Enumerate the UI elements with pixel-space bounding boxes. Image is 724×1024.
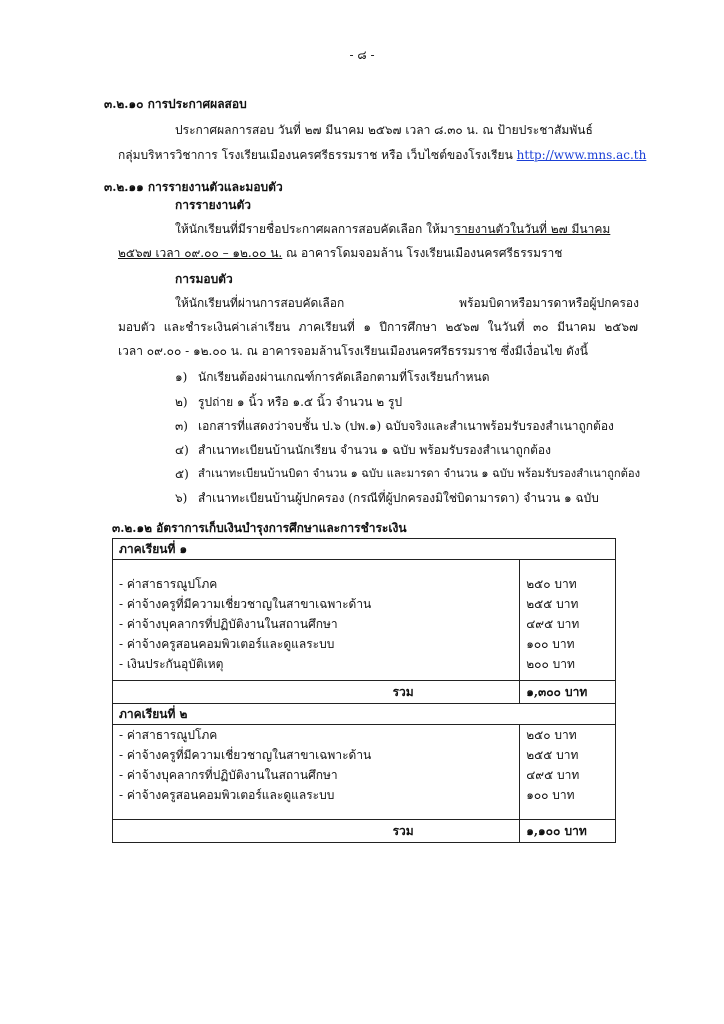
condition-text: สำเนาทะเบียนบ้านนักเรียน จำนวน ๑ ฉบับ พร้อมรับรองสำเนาถูกต้อง [198,443,551,457]
enroll-line-2: มอบตัว และชำระเงินค่าเล่าเรียน ภาคเรียนที่ ๑ ปีการศึกษา ๒๕๖๗ ในวันที่ ๓๐ มีนาคม ๒๕๖๗ [118,320,638,334]
table-row [113,785,616,805]
condition-num: ๒) [175,395,188,409]
report-date-underlined: รายงานตัวในวันที่ ๒๗ มีนาคม [454,222,611,236]
term-1-title: ภาคเรียนที่ ๑ [113,539,616,560]
term-1-header-row [113,539,616,560]
condition-num: ๑) [175,370,188,384]
fee-item-name: - ค่าจ้างครูสอนคอมพิวเตอร์และดูแลระบบ [113,785,520,805]
table-row [113,725,616,746]
section-heading-report-enroll: ๓.๒.๑๑ การรายงานตัวและมอบตัว [104,180,283,194]
table-row [113,614,616,634]
condition-num: ๖) [175,491,188,505]
total-label: รวม [113,820,520,843]
fee-item-name: - ค่าสาธารณูปโภค [113,725,520,746]
table-row [113,574,616,594]
total-amount: ๑,๓๐๐ บาท [520,681,616,704]
table-row [113,745,616,765]
page-number: - ๘ - [349,48,375,62]
enroll-subheading: การมอบตัว [175,272,233,286]
section-heading-announcement: ๓.๒.๑๐ การประกาศผลสอบ [104,97,247,111]
fee-item-amount: ๒๐๐ บาท [520,654,616,681]
table-row [113,634,616,654]
fee-item-amount: ๑๐๐ บาท [520,634,616,654]
section-heading-fees: ๓.๒.๑๒ อัตราการเก็บเงินบำรุงการศึกษาและการชำระเงิน [112,521,407,535]
fee-table [112,538,616,843]
report-line-2 [118,246,562,260]
fee-item-name: - ค่าจ้างครูที่มีความเชี่ยวชาญในสาขาเฉพาะด้าน [113,594,520,614]
school-website-link[interactable]: http://www.mns.ac.th [516,148,647,162]
fee-item-name: - เงินประกันอุบัติเหตุ [113,654,520,681]
condition-text: สำเนาทะเบียนบ้านผู้ปกครอง (กรณีที่ผู้ปกครองมิใช่บิดามารดา) จำนวน ๑ ฉบับ [198,491,599,505]
report-time-underlined: ๒๕๖๗ เวลา ๐๙.๐๐ – ๑๒.๐๐ น. [118,246,283,260]
term-1-total-row [113,681,616,704]
fee-item-amount: ๒๕๐ บาท [520,725,616,746]
report-line-1-text: ให้นักเรียนที่มีรายชื่อประกาศผลการสอบคัดเลือก ให้มา [175,222,455,236]
condition-text: รูปถ่าย ๑ นิ้ว หรือ ๑.๕ นิ้ว จำนวน ๒ รูป [198,395,403,409]
term-2-total-row [113,820,616,843]
table-row [113,654,616,681]
announcement-line-2-text: กลุ่มบริหารวิชาการ โรงเรียนเมืองนครศรีธรรมราช หรือ เว็บไซต์ของโรงเรียน [118,148,513,162]
fee-item-amount: ๒๕๕ บาท [520,745,616,765]
total-amount: ๑,๑๐๐ บาท [520,820,616,843]
condition-num: ๓) [175,419,188,433]
fee-item-amount: ๒๕๐ บาท [520,574,616,594]
condition-text: เอกสารที่แสดงว่าจบชั้น ป.๖ (ปพ.๑) ฉบับจริงและสำเนาพร้อมรับรองสำเนาถูกต้อง [198,419,614,433]
fee-item-name: - ค่าจ้างบุคลากรที่ปฏิบัติงานในสถานศึกษา [113,765,520,785]
condition-num: ๔) [175,443,189,457]
table-row [113,594,616,614]
term-2-header-row [113,704,616,725]
condition-text: นักเรียนต้องผ่านเกณฑ์การคัดเลือกตามที่โรงเรียนกำหนด [198,370,490,384]
fee-item-name: - ค่าสาธารณูปโภค [113,574,520,594]
announcement-line-1: ประกาศผลการสอบ วันที่ ๒๗ มีนาคม ๒๕๖๗ เวลา ๘.๓๐ น. ณ ป้ายประชาสัมพันธ์ [175,123,593,137]
report-subheading: การรายงานตัว [175,198,251,212]
table-row [113,765,616,785]
fee-item-name: - ค่าจ้างครูสอนคอมพิวเตอร์และดูแลระบบ [113,634,520,654]
enroll-line-3: เวลา ๐๙.๐๐ - ๑๒.๐๐ น. ณ อาคารจอมล้านโรงเรียนเมืองนครศรีธรรมราช ซึ่งมีเงื่อนไข ดังนี้ [118,344,588,358]
condition-num: ๕) [175,467,189,481]
fee-item-amount: ๑๐๐ บาท [520,785,616,805]
fee-item-amount: ๔๙๕ บาท [520,614,616,634]
report-location-text: ณ อาคารโดมจอมล้าน โรงเรียนเมืองนครศรีธรรมราช [282,246,563,260]
fee-item-name: - ค่าจ้างบุคลากรที่ปฏิบัติงานในสถานศึกษา [113,614,520,634]
total-label: รวม [113,681,520,704]
enroll-line-1: ให้นักเรียนที่ผ่านการสอบคัดเลือก พร้อมบิดาหรือมารดาหรือผู้ปกครอง [175,296,639,310]
fee-item-amount: ๔๙๕ บาท [520,765,616,785]
term-2-title: ภาคเรียนที่ ๒ [113,704,616,725]
fee-item-name: - ค่าจ้างครูที่มีความเชี่ยวชาญในสาขาเฉพาะด้าน [113,745,520,765]
announcement-line-2 [118,148,646,162]
report-line-1 [175,222,610,236]
fee-item-amount: ๒๕๕ บาท [520,594,616,614]
condition-text: สำเนาทะเบียนบ้านบิดา จำนวน ๑ ฉบับ และมารดา จำนวน ๑ ฉบับ พร้อมรับรองสำเนาถูกต้อง [198,467,641,480]
